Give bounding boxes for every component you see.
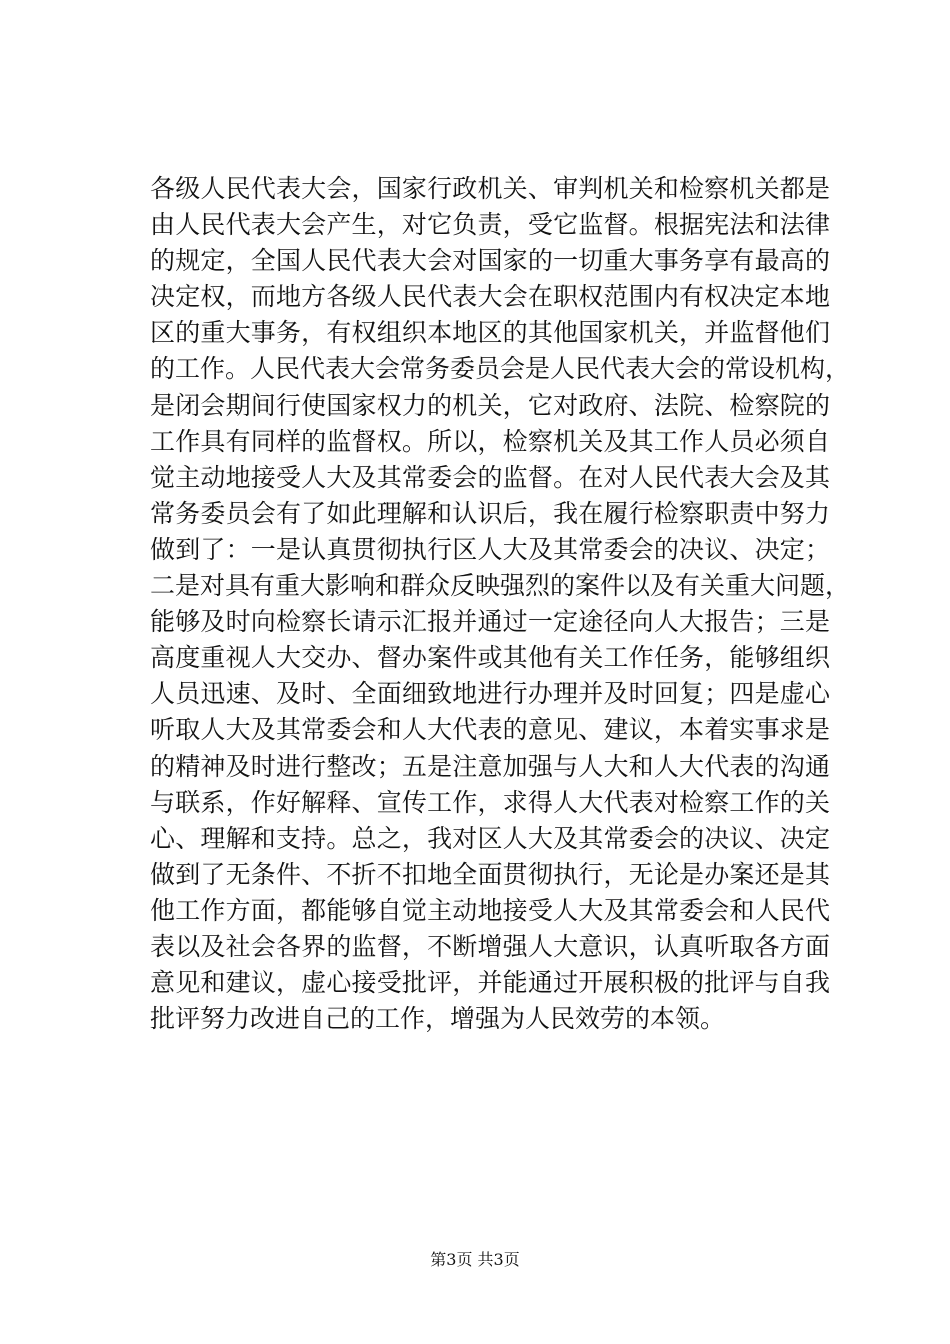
text-line: 做到了无条件、不折不扣地全面贯彻执行，无论是办案还是其 bbox=[150, 859, 830, 889]
text-line: 批评努力改进自己的工作，增强为人民效劳的本领。 bbox=[150, 1004, 726, 1034]
text-line: 是闭会期间行使国家权力的机关，它对政府、法院、检察院的 bbox=[150, 390, 830, 420]
text-line: 的工作。人民代表大会常务委员会是人民代表大会的常设机构， bbox=[150, 354, 851, 384]
text-line: 工作具有同样的监督权。所以，检察机关及其工作人员必须自 bbox=[150, 426, 830, 456]
text-line: 由人民代表大会产生，对它负责，受它监督。根据宪法和法律 bbox=[150, 210, 830, 240]
text-line: 心、理解和支持。总之，我对区人大及其常委会的决议、决定 bbox=[150, 823, 830, 853]
text-line: 能够及时向检察长请示汇报并通过一定途径向人大报告；三是 bbox=[150, 607, 830, 637]
page-number-footer: 第3页 共3页 bbox=[430, 1250, 520, 1269]
text-line: 常务委员会有了如此理解和认识后，我在履行检察职责中努力 bbox=[150, 498, 830, 528]
text-line: 听取人大及其常委会和人大代表的意见、建议，本着实事求是 bbox=[150, 715, 830, 745]
text-line: 二是对具有重大影响和群众反映强烈的案件以及有关重大问题， bbox=[150, 571, 851, 601]
text-line: 人员迅速、及时、全面细致地进行办理并及时回复；四是虚心 bbox=[150, 679, 830, 709]
text-line: 高度重视人大交办、督办案件或其他有关工作任务，能够组织 bbox=[150, 643, 830, 673]
text-line: 各级人民代表大会，国家行政机关、审判机关和检察机关都是 bbox=[150, 174, 830, 203]
text-line: 做到了：一是认真贯彻执行区人大及其常委会的决议、决定； bbox=[150, 534, 830, 564]
text-line: 区的重大事务，有权组织本地区的其他国家机关，并监督他们 bbox=[150, 318, 830, 348]
text-line: 与联系，作好解释、宣传工作，求得人大代表对检察工作的关 bbox=[150, 787, 830, 817]
text-line: 的规定，全国人民代表大会对国家的一切重大事务享有最高的 bbox=[150, 246, 830, 276]
body-paragraph bbox=[150, 171, 851, 1037]
text-line: 决定权，而地方各级人民代表大会在职权范围内有权决定本地 bbox=[150, 282, 830, 312]
text-line: 的精神及时进行整改；五是注意加强与人大和人大代表的沟通 bbox=[150, 751, 830, 781]
text-line: 他工作方面，都能够自觉主动地接受人大及其常委会和人民代 bbox=[150, 895, 830, 925]
text-line: 觉主动地接受人大及其常委会的监督。在对人民代表大会及其 bbox=[150, 462, 830, 492]
text-line: 表以及社会各界的监督，不断增强人大意识，认真听取各方面 bbox=[150, 931, 830, 961]
text-line: 意见和建议，虚心接受批评，并能通过开展积极的批评与自我 bbox=[150, 968, 830, 998]
